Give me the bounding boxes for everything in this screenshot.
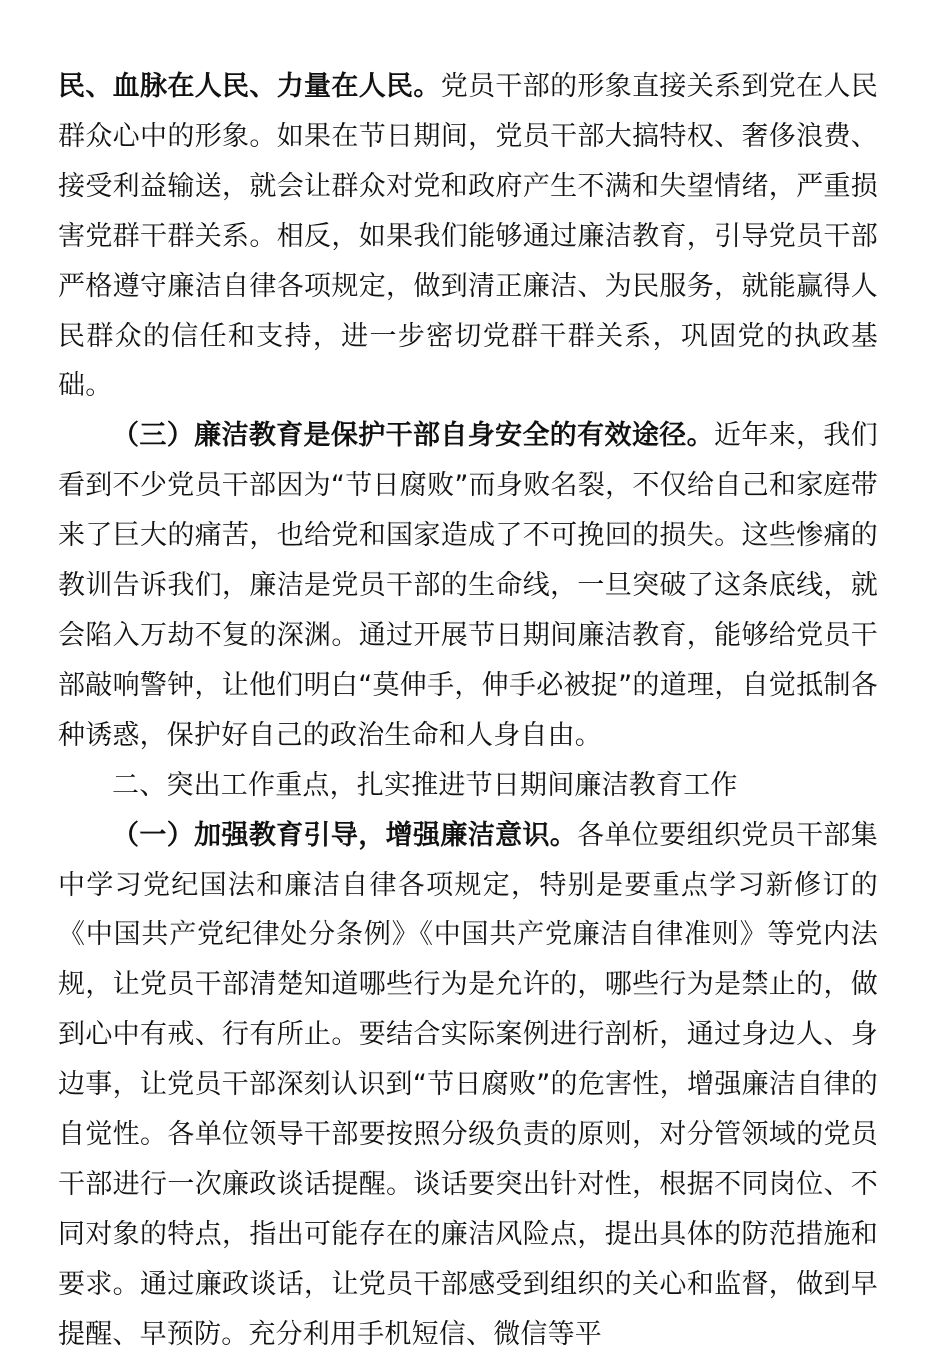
document-page <box>58 62 878 1360</box>
bold-lead-sentence: 民、血脉在人民、力量在人民。 <box>58 71 441 102</box>
bold-lead-sentence: （三）廉洁教育是保护干部自身安全的有效途径。 <box>112 420 714 452</box>
section-heading: 二、突出工作重点，扎实推进节日期间廉洁教育工作 <box>112 769 738 801</box>
paragraph-subsection-1 <box>58 811 878 1360</box>
paragraph-text: 近年来，我们看到不少党员干部因为“节日腐败”而身败名裂，不仅给自己和家庭带来了巨大的痛苦，也给党和国家造成了不可挽回的损失。这些惨痛的教训告诉我们，廉洁是党员干部的生命线，一旦突破了这条底线，就会陷入万劫不复的深渊。通过开展节日期间廉洁教育，能够给党员干部敲响警钟，让他们明白“莫伸手，伸手必被捉”的道理，自觉抵制各种诱惑，保护好自己的政治生命和人身自由。 <box>58 420 878 751</box>
paragraph-text: 各单位要组织党员干部集中学习党纪国法和廉洁自律各项规定，特别是要重点学习新修订的《中国共产党纪律处分条例》《中国共产党廉洁自律准则》等党内法规，让党员干部清楚知道哪些行为是允许的，哪些行为是禁止的，做到心中有戒、行有所止。要结合实际案例进行剖析，通过身边人、身边事，让党员干部深刻认识到“节日腐败”的危害性，增强廉洁自律的自觉性。各单位领导干部要按照分级负责的原则，对分管领域的党员干部进行一次廉政谈话提醒。谈话要突出针对性，根据不同岗位、不同对象的特点，指出可能存在的廉洁风险点，提出具体的防范措施和要求。通过廉政谈话，让党员干部感受到组织的关心和监督，做到早提醒、早预防。充分利用手机短信、微信等平 <box>58 819 878 1350</box>
bold-lead-sentence: （一）加强教育引导，增强廉洁意识。 <box>112 819 578 851</box>
paragraph-continuation <box>58 62 878 411</box>
paragraph-text: 党员干部的形象直接关系到党在人民群众心中的形象。如果在节日期间，党员干部大搞特权、奢侈浪费、接受利益输送，就会让群众对党和政府产生不满和失望情绪，严重损害党群干群关系。相反，如果我们能够通过廉洁教育，引导党员干部严格遵守廉洁自律各项规定，做到清正廉洁、为民服务，就能赢得人民群众的信任和支持，进一步密切党群干群关系，巩固党的执政基础。 <box>58 71 878 402</box>
paragraph-section-3 <box>58 411 878 760</box>
